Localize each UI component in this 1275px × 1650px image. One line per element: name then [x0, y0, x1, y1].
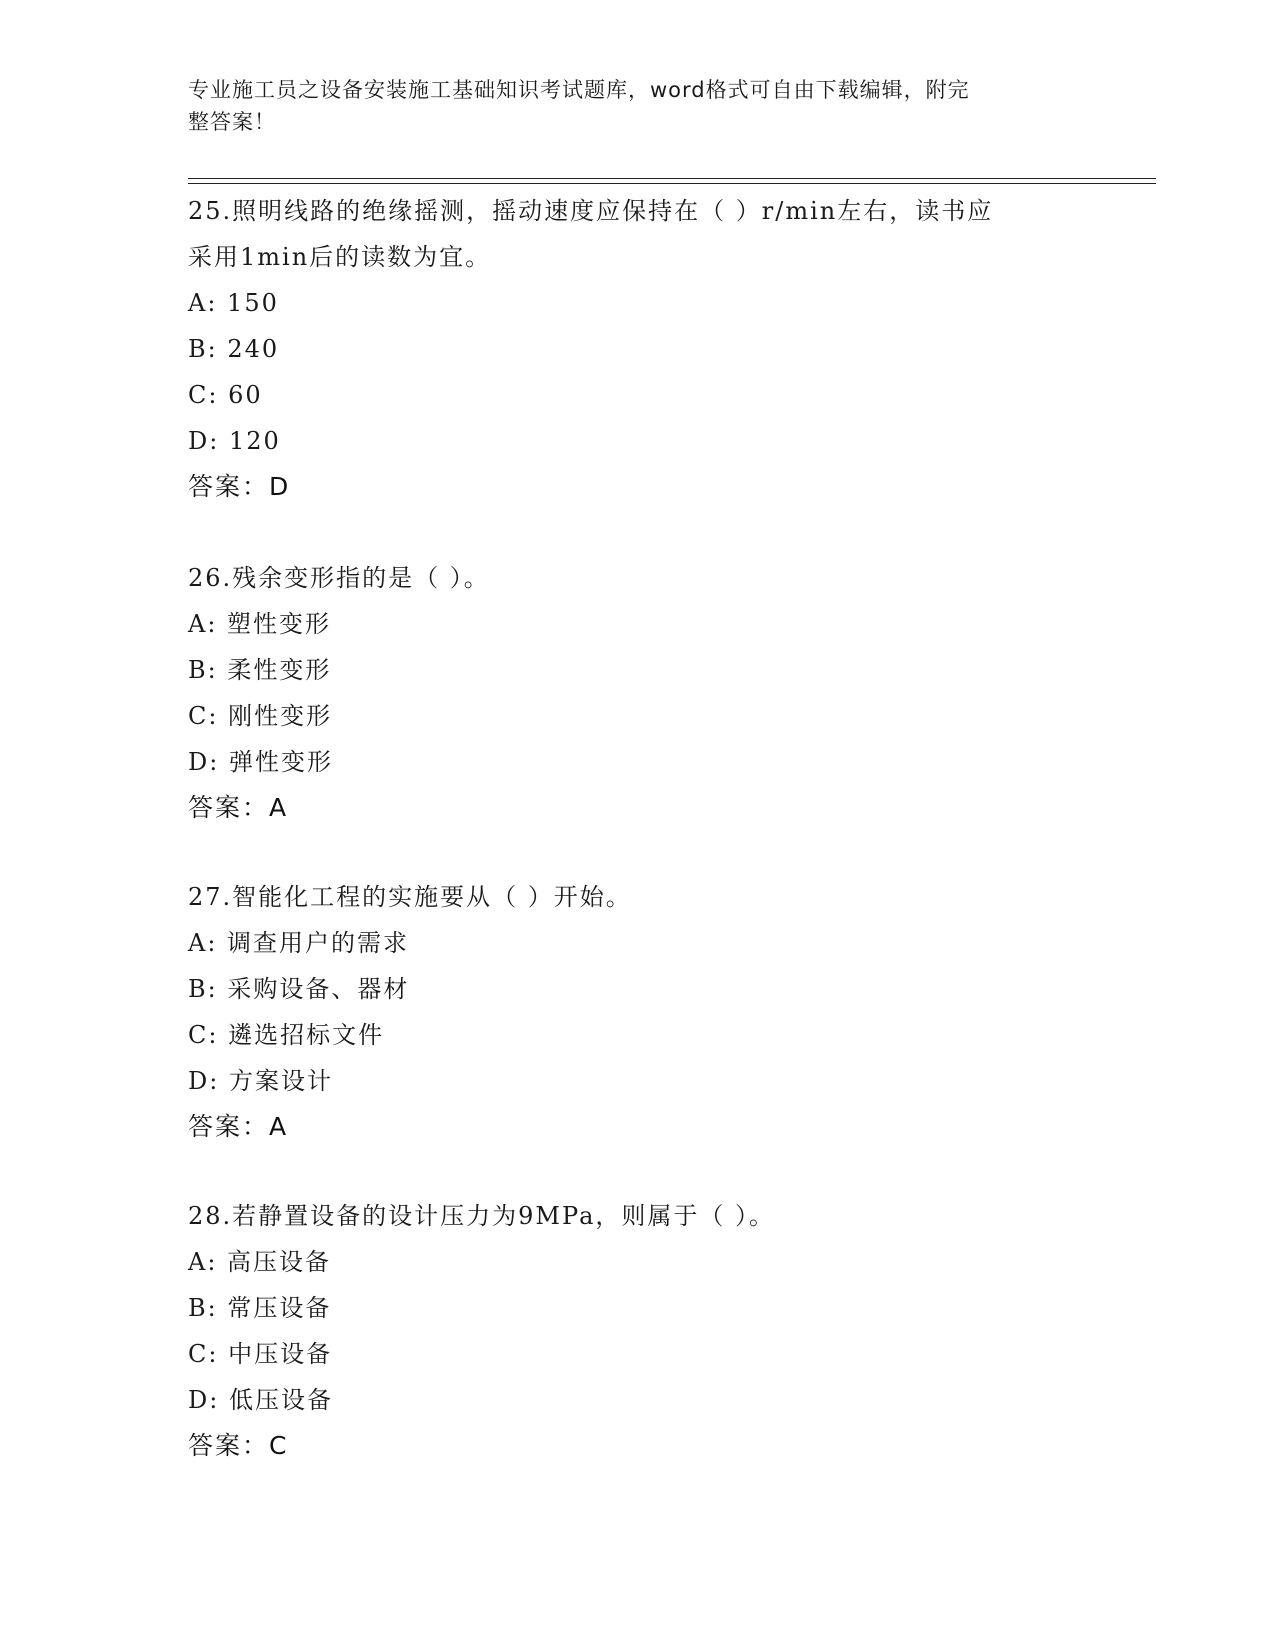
answer-label: 答案：A: [188, 1112, 289, 1141]
question-stem-line-1: 28.若静置设备的设计压力为9MPa，则属于（ ）。: [188, 1202, 776, 1230]
option-c: C: 刚性变形: [188, 702, 333, 730]
header-divider-top: [188, 178, 1156, 179]
answer-label: 答案：A: [188, 793, 289, 822]
answer-label: 答案：C: [188, 1431, 289, 1460]
header-line-1: 专业施工员之设备安装施工基础知识考试题库，word格式可自由下载编辑，附完: [188, 78, 970, 102]
option-d: D: 弹性变形: [188, 748, 333, 776]
option-d: D: 120: [188, 427, 281, 455]
question-stem-line-1: 26.残余变形指的是（ ）。: [188, 564, 490, 592]
option-a: A: 塑性变形: [188, 610, 332, 638]
option-d: D: 方案设计: [188, 1067, 333, 1095]
header-divider-bottom: [188, 183, 1156, 184]
option-c: C: 遴选招标文件: [188, 1021, 385, 1049]
question-26: [188, 555, 1088, 831]
document-header: [188, 74, 1088, 138]
question-stem-line-1: 27.智能化工程的实施要从（ ）开始。: [188, 883, 632, 911]
question-27: [188, 874, 1088, 1150]
option-c: C: 中压设备: [188, 1340, 333, 1368]
question-stem-line-2: 采用1min后的读数为宜。: [188, 243, 492, 271]
option-d: D: 低压设备: [188, 1386, 333, 1414]
header-line-2: 整答案！: [188, 110, 276, 134]
option-b: B: 常压设备: [188, 1294, 332, 1322]
option-b: B: 柔性变形: [188, 656, 332, 684]
question-28: [188, 1193, 1088, 1469]
option-b: B: 240: [188, 335, 280, 363]
answer-label: 答案：D: [188, 472, 291, 501]
option-a: A: 调查用户的需求: [188, 929, 410, 957]
option-a: A: 150: [188, 289, 279, 317]
option-b: B: 采购设备、器材: [188, 975, 410, 1003]
question-stem-line-1: 25.照明线路的绝缘摇测，摇动速度应保持在（ ）r/min左右，读书应: [188, 197, 994, 225]
question-25: [188, 188, 1088, 510]
option-a: A: 高压设备: [188, 1248, 332, 1276]
option-c: C: 60: [188, 381, 263, 409]
